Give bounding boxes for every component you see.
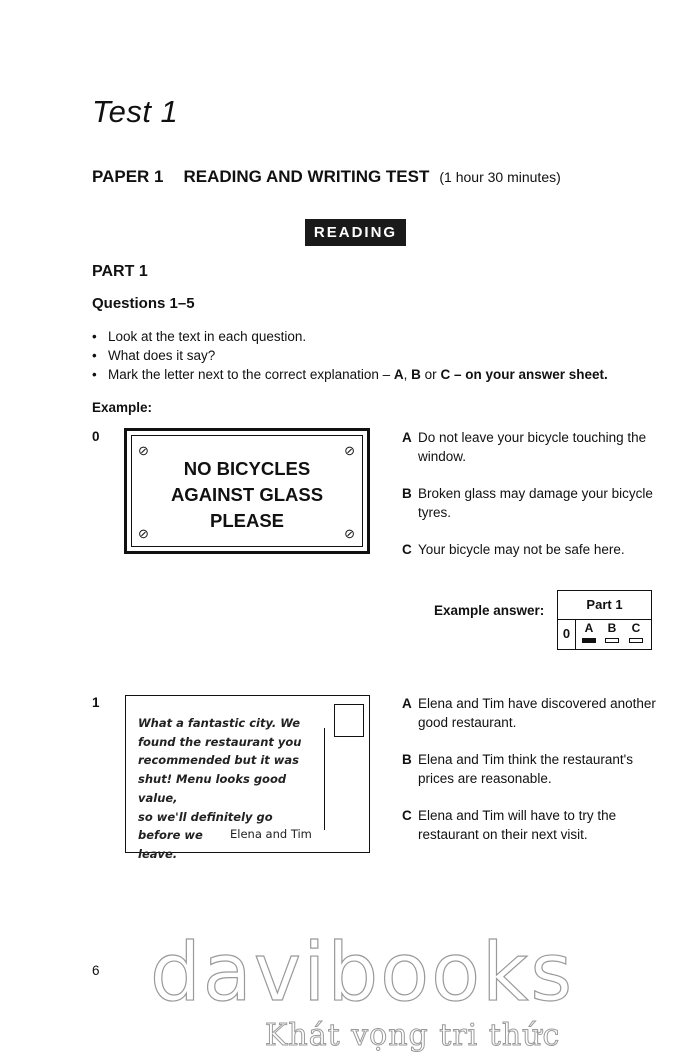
watermark-tagline: Khát vọng tri thức — [265, 1018, 561, 1053]
sign-line: PLEASE — [209, 510, 285, 531]
screw-icon: ⊘ — [344, 443, 355, 458]
instruction-item: • Look at the text in each question. — [92, 327, 608, 346]
answer-box-header: Part 1 — [558, 591, 651, 620]
option-a: A Elena and Tim have discovered another good restaurant. — [402, 696, 656, 730]
sign-line: AGAINST GLASS — [170, 484, 324, 505]
watermark-logo: davibooks — [150, 926, 575, 1019]
sign-inner-border — [131, 435, 363, 547]
section-badge: READING — [305, 219, 406, 246]
sign-line: NO BICYCLES — [183, 458, 311, 479]
paper-duration: (1 hour 30 minutes) — [439, 169, 561, 185]
instruction-item: • Mark the letter next to the correct explanation – A, B or C – on your answer sheet. — [92, 365, 608, 384]
instruction-item: • What does it say? — [92, 346, 608, 365]
answer-mark — [629, 638, 643, 643]
option-c: C Your bicycle may not be safe here. — [402, 542, 625, 557]
option-b: B Broken glass may damage your bicycle tyres. — [402, 486, 653, 520]
example-answer-label: Example answer: — [434, 603, 545, 618]
answer-sheet-box — [557, 590, 652, 650]
option-a: A Do not leave your bicycle touching the window. — [402, 430, 647, 464]
answer-mark — [605, 638, 619, 643]
part-heading: PART 1 — [92, 263, 148, 280]
question-1-options — [402, 694, 672, 844]
page-number: 6 — [92, 963, 100, 978]
screw-icon: ⊘ — [138, 443, 149, 458]
postcard — [125, 695, 370, 861]
example-number: 0 — [92, 429, 100, 444]
paper-title: READING AND WRITING TEST — [183, 167, 430, 186]
example-label: Example: — [92, 400, 153, 415]
example-sign — [124, 428, 370, 554]
answer-row-number: 0 — [558, 619, 576, 649]
screw-icon: ⊘ — [138, 526, 149, 541]
option-c: C Elena and Tim will have to try the restaurant on their next visit. — [402, 808, 617, 842]
postcard-divider — [324, 728, 325, 830]
paper-number: PAPER 1 — [92, 167, 164, 186]
postcard-message: What a fantastic city. We found the restaurant you recommended but it was shut! Menu looks good value, so we'll definitely go before we leave. — [138, 716, 302, 861]
answer-choice-a: A — [581, 622, 597, 643]
option-b: B Elena and Tim think the restaurant's prices are reasonable. — [402, 752, 633, 786]
screw-icon: ⊘ — [344, 526, 355, 541]
questions-heading: Questions 1–5 — [92, 295, 195, 312]
paper-heading — [92, 167, 561, 187]
answer-choice-b: B — [604, 622, 620, 643]
answer-row — [558, 619, 651, 649]
sign-text — [132, 456, 362, 534]
answer-mark — [582, 638, 596, 643]
answer-choice-c: C — [628, 622, 644, 643]
question-1-number: 1 — [92, 695, 100, 710]
test-title: Test 1 — [92, 94, 179, 129]
instructions-list — [92, 327, 608, 384]
example-options — [402, 428, 672, 559]
postcard-signature: Elena and Tim — [230, 827, 312, 841]
stamp-box — [334, 704, 364, 737]
